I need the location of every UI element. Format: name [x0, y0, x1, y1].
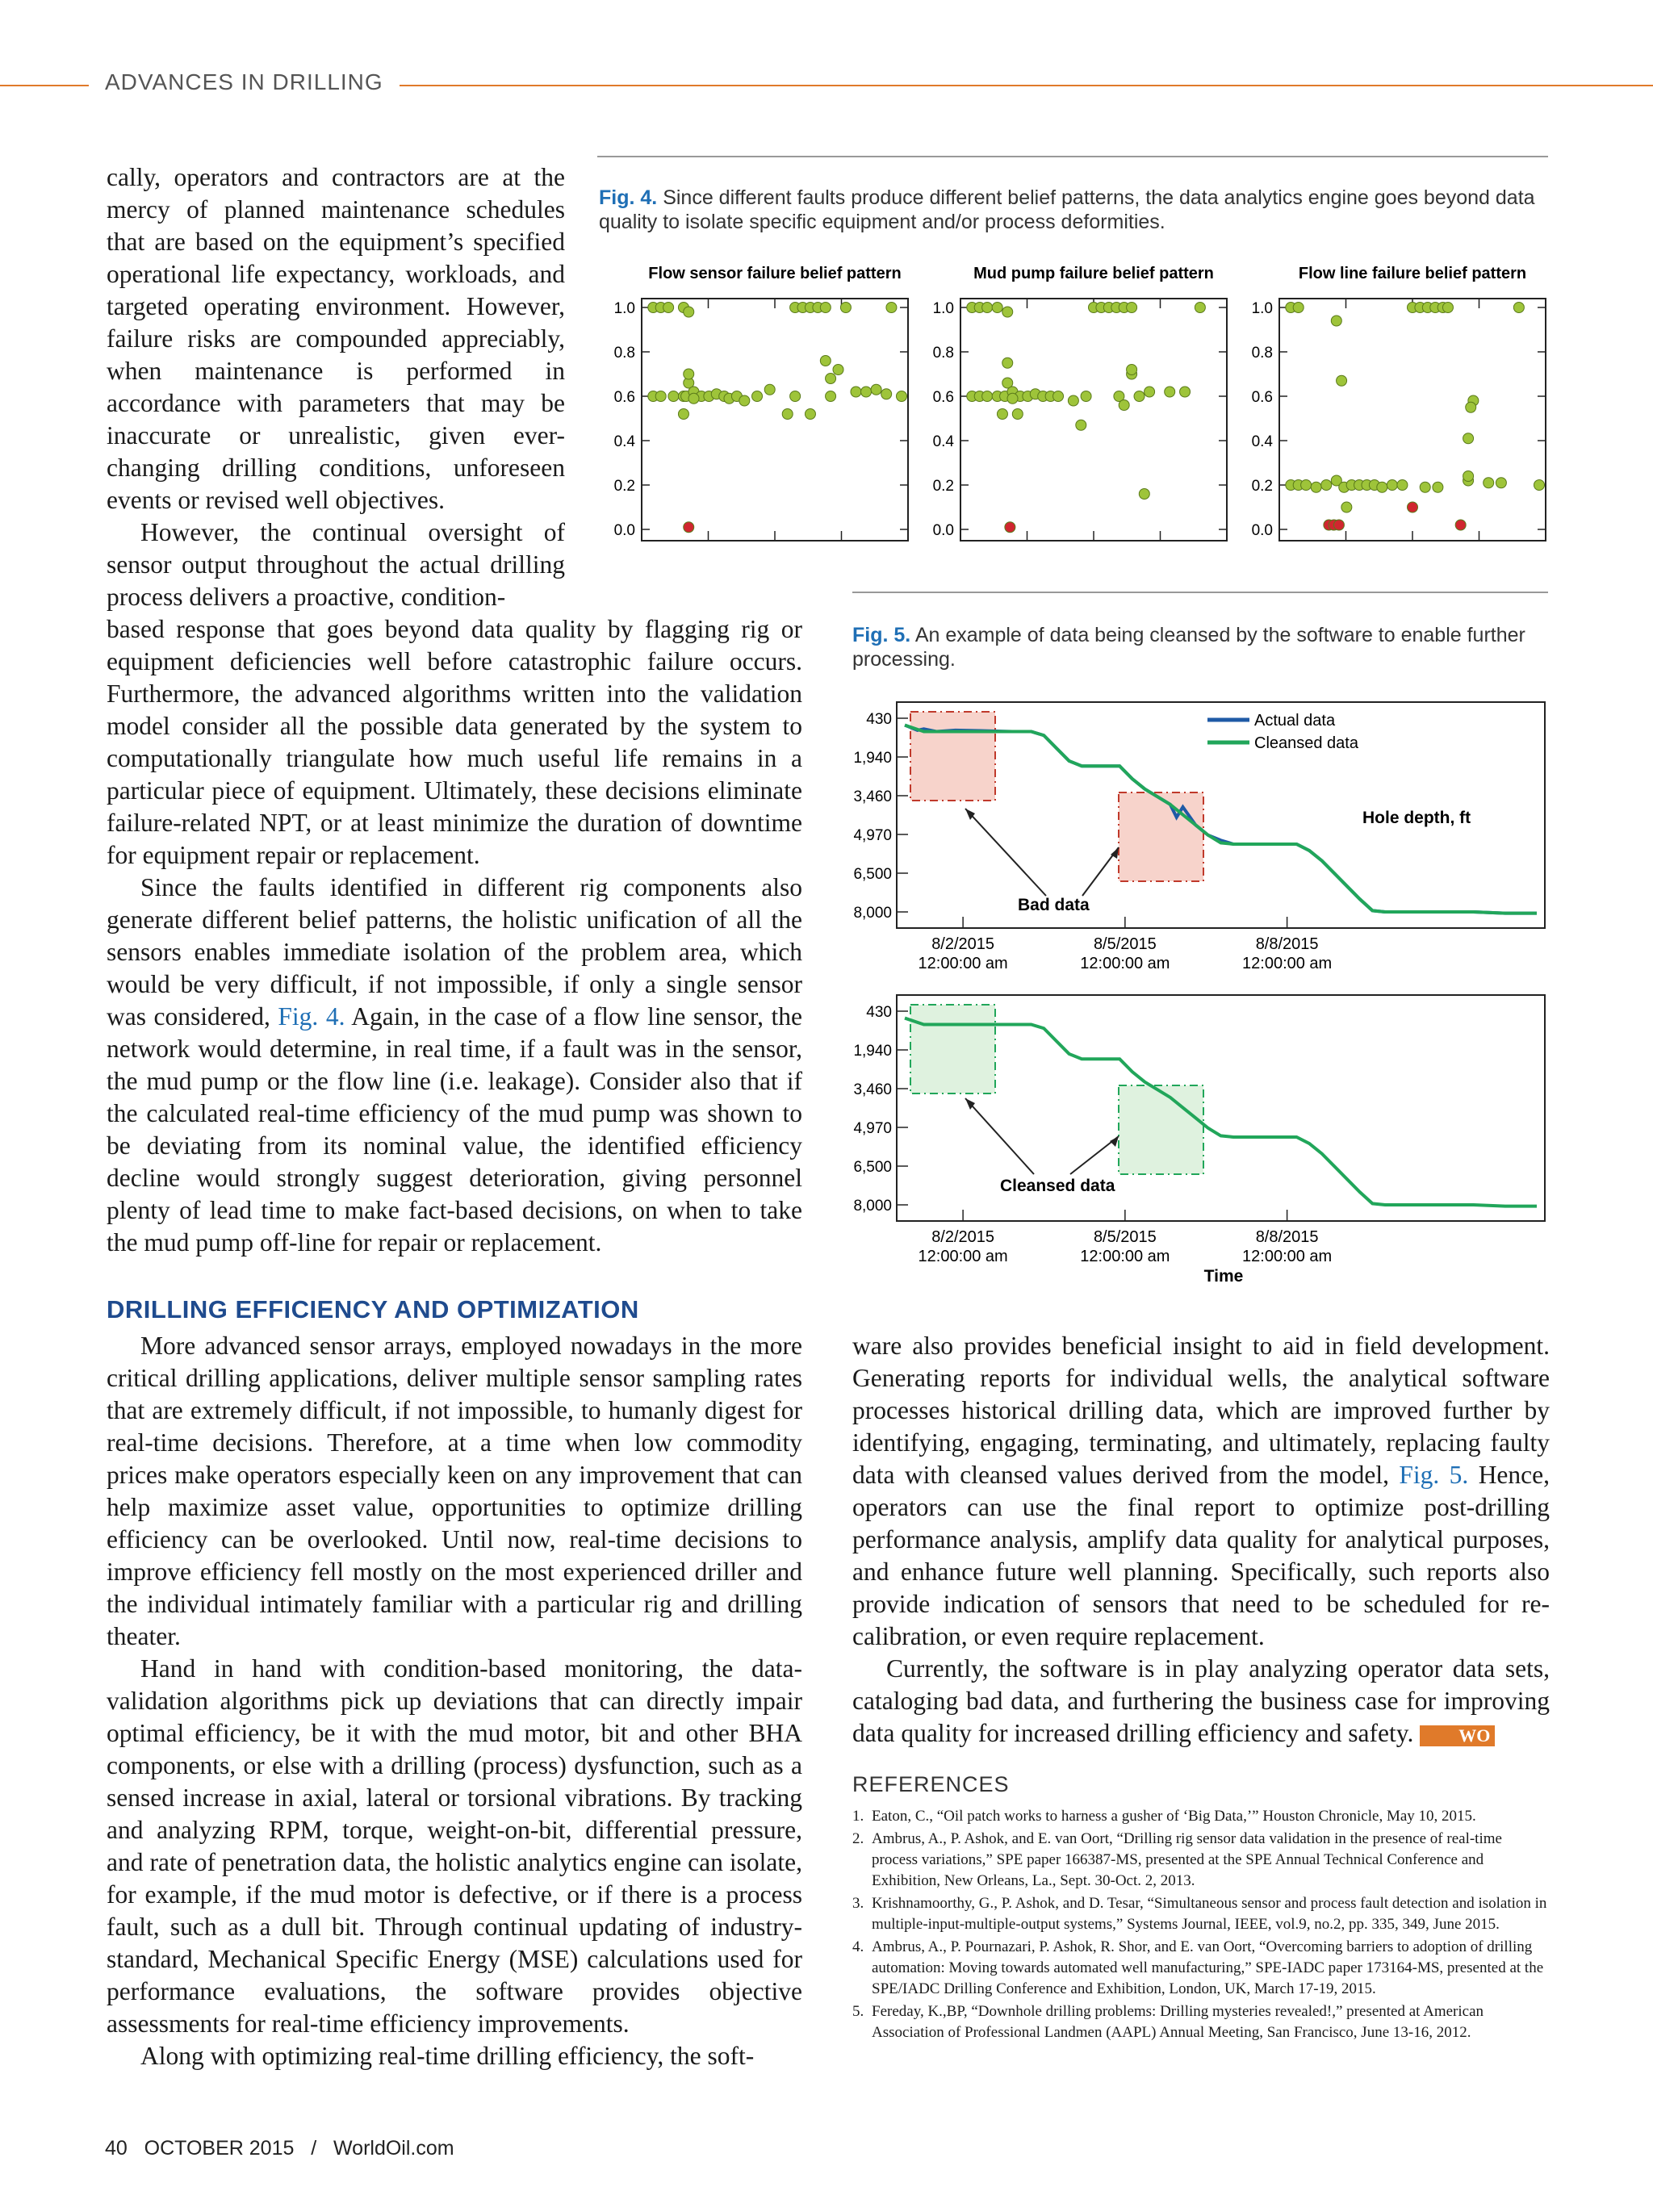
bad-data-box: [1119, 792, 1203, 881]
scatter-point-normal: [1433, 482, 1443, 492]
scatter-point-normal: [790, 391, 801, 402]
y-tick-label: 0.2: [613, 478, 635, 495]
scatter-point-normal: [1145, 387, 1155, 397]
scatter-point-normal: [820, 303, 831, 313]
paragraph: [852, 1653, 1550, 1750]
bad-data-box: [910, 712, 995, 801]
reference-text: Ambrus, A., P. Ashok, and E. van Oort, “Drilling rig sensor data validation in the presence of real-time process variations,” SPE paper 166387-MS, presented at the SPE Annual Technical Conference and Exhibition, New Orleans, La., Sept. 30-Oct. 2, 2013.: [872, 1830, 1502, 1889]
y-tick-label: 1.0: [932, 300, 954, 317]
scatter-point-normal: [1377, 482, 1387, 492]
paragraph-text: Since the faults identified in different rig components also generate different belief patterns, the holistic unification of all the sensors enables immediate isolation of the problem area, which would be very difficult, if not impossible, if only a single sensor was considered,: [107, 873, 802, 1031]
reference-number: 3.: [852, 1895, 864, 1912]
scatter-point-normal: [764, 384, 775, 395]
scatter-point-normal: [1127, 303, 1137, 313]
cleansed-data-box: [1119, 1085, 1203, 1174]
scatter-point-normal: [897, 391, 907, 402]
paragraph: cally, operators and contractors are at the mercy of planned maintenance schedules that are based on the equipment’s specified operational life expectancy, workloads, and targeted operating environment. However, failure risks are compounded appreciably, when maintenance is performed in accordance with parameters that may be inaccurate or unrealistic, given ever-changing drilling conditions, unforeseen events or revised well objectives.: [107, 163, 565, 514]
y-tick-label: 0.2: [1251, 478, 1273, 495]
paragraph: [852, 1330, 1550, 1653]
scatter-point-normal: [871, 384, 881, 395]
scatter-point-normal: [684, 307, 694, 317]
section-heading: DRILLING EFFICIENCY AND OPTIMIZATION: [107, 1295, 639, 1323]
y-tick-label: 0.8: [613, 345, 635, 362]
y-tick-label: 3,460: [853, 788, 892, 805]
y-tick-label: 1,940: [853, 1043, 892, 1060]
scatter-point-normal: [688, 393, 699, 404]
scatter-panel-1: [614, 265, 908, 541]
scatter-point-normal: [1387, 480, 1397, 491]
cleansed-data-box: [910, 1005, 995, 1093]
y-tick-label: 0.2: [932, 478, 954, 495]
annotation-label: Bad data: [1018, 896, 1090, 914]
fig4-top-rule: [597, 156, 1548, 157]
scatter-point-normal: [684, 369, 694, 379]
fig5-caption-text: An example of data being cleansed by the software to enable further processing.: [852, 624, 1525, 671]
line-chart-2: [853, 995, 1545, 1286]
scatter-point-normal: [1053, 391, 1064, 402]
legend-label-cleansed: Cleansed data: [1254, 734, 1358, 752]
y-tick-label: 3,460: [853, 1081, 892, 1098]
line-chart-1: [853, 702, 1545, 972]
y-tick-label: 0.0: [613, 522, 635, 539]
fig5-caption: [852, 623, 1546, 671]
x-tick-label-date: 8/8/2015: [1255, 1228, 1319, 1246]
section-label: ADVANCES IN DRILLING: [105, 69, 383, 94]
chart-title: Flow sensor failure belief pattern: [648, 265, 902, 282]
scatter-point-fault: [1333, 520, 1344, 530]
left-column-bottom: [107, 1330, 802, 2072]
scatter-point-normal: [739, 395, 750, 406]
y-tick-label: 0.6: [1251, 389, 1273, 406]
scatter-point-normal: [1337, 375, 1347, 386]
y-tick-label: 0.6: [932, 389, 954, 406]
y-tick-label: 430: [866, 1004, 892, 1021]
scatter-point-normal: [1311, 482, 1321, 492]
scatter-point-normal: [663, 303, 674, 313]
plot-frame: [642, 299, 908, 541]
x-tick-label-time: 12:00:00 am: [1242, 1248, 1333, 1265]
scatter-point-normal: [886, 303, 897, 313]
reference-text: Eaton, C., “Oil patch works to harness a gusher of ‘Big Data,’” Houston Chronicle, May 10, 2015.: [872, 1808, 1476, 1825]
x-tick-label-time: 12:00:00 am: [1080, 1248, 1170, 1265]
scatter-point-normal: [1180, 387, 1191, 397]
scatter-point-normal: [851, 387, 861, 397]
scatter-point-normal: [992, 303, 1002, 313]
scatter-point-normal: [1496, 478, 1506, 488]
scatter-point-normal: [1321, 480, 1332, 491]
y-tick-label: 8,000: [853, 1198, 892, 1215]
scatter-point-normal: [840, 303, 851, 313]
annotation-arrow: [965, 1098, 1034, 1174]
site-link[interactable]: WorldOil.com: [333, 2137, 454, 2160]
reference-item: [852, 1829, 1550, 1892]
annotation-arrowhead: [1110, 1136, 1119, 1147]
scatter-point-normal: [881, 389, 892, 399]
scatter-point-normal: [1534, 480, 1545, 491]
y-tick-label: 8,000: [853, 905, 892, 922]
scatter-point-normal: [1139, 489, 1149, 500]
wo-end-mark: WO: [1420, 1725, 1495, 1746]
x-tick-label-date: 8/5/2015: [1093, 1228, 1157, 1246]
x-tick-label-time: 12:00:00 am: [918, 1248, 1008, 1265]
paragraph: Along with optimizing real-time drilling efficiency, the soft-: [140, 2042, 755, 2070]
scatter-point-normal: [782, 409, 793, 420]
y-tick-label: 0.4: [1251, 433, 1273, 450]
scatter-point-normal: [1134, 391, 1145, 402]
paragraph-text: Again, in the case of a flow line sensor, the network would determine, in real time, if a fault was in the sensor, the mud pump or the flow line (i.e. leakage). Consider also that if the calculated real-time efficiency of the mud pump was shown to be deviating from its nominal value, the identified efficiency decline would strongly suggest deterioration, giving personnel plenty of lead time to make fact-based decisions, on when to take the mud pump off-line for repair or replacement.: [107, 1002, 803, 1257]
scatter-point-normal: [1513, 303, 1524, 313]
paragraph: based response that goes beyond data quality by flagging rig or equipment deficiencies well before catastrophic failure occurs. Furthermore, the advanced algorithms written into the validation model consider all the possible data generated by the system to computationally triangulate how much useful life remains in a particular piece of equipment. Ultimately, these decisions eliminate failure-related NPT, or at least minimize the duration of downtime for equipment repair or replacement.: [107, 615, 802, 869]
x-axis-label: Time: [1203, 1267, 1244, 1286]
left-column-top: [107, 161, 565, 613]
fig4-bottom-rule: [852, 592, 1548, 593]
scatter-point-normal: [982, 391, 993, 402]
y-tick-label: 0.4: [613, 433, 635, 450]
reference-number: 4.: [852, 1938, 864, 1955]
scatter-point-normal: [678, 409, 688, 420]
scatter-point-normal: [1293, 303, 1304, 313]
scatter-point-normal: [982, 303, 993, 313]
scatter-point-normal: [1165, 387, 1175, 397]
header-rule-left: [0, 85, 89, 86]
chart-title: Mud pump failure belief pattern: [973, 265, 1214, 282]
fig4-caption: [599, 186, 1548, 234]
reference-number: 2.: [852, 1830, 864, 1847]
x-tick-label-date: 8/8/2015: [1255, 935, 1319, 953]
reference-text: Krishnamoorthy, G., P. Ashok, and D. Tesar, “Simultaneous sensor and process fault detection and isolation in multiple-input-multiple-output systems,” Systems Journal, IEEE, vol.9, no.2, pp. 335, 349, June 2015.: [872, 1895, 1547, 1933]
scatter-point-normal: [826, 391, 836, 402]
fig4-label: Fig. 4.: [599, 186, 658, 209]
scatter-point-normal: [668, 391, 679, 402]
scatter-point-fault: [1455, 520, 1466, 530]
paragraph: However, the continual oversight of sensor output throughout the actual drilling process delivers a proactive, condition-: [107, 518, 565, 611]
scatter-point-normal: [1127, 365, 1137, 375]
scatter-point-normal: [826, 374, 836, 384]
fig4-charts: [593, 254, 1550, 561]
scatter-point-normal: [1466, 402, 1476, 412]
reference-text: Ambrus, A., P. Pournazari, P. Ashok, R. Shor, and E. van Oort, “Overcoming barriers to adoption of drilling automation: Moving towards automated well manufacturing,” SPE-IADC paper 173164-MS, presented at the SPE/IADC Drilling Conference and Exhibition, London, UK, March 17-19, 2015.: [872, 1938, 1544, 1997]
y-tick-label: 0.8: [1251, 345, 1273, 362]
references-title: REFERENCES: [852, 1772, 1010, 1796]
scatter-point-normal: [1301, 480, 1312, 491]
reference-number: 1.: [852, 1808, 864, 1825]
y-tick-label: 0.0: [1251, 522, 1273, 539]
y-tick-label: 0.0: [932, 522, 954, 539]
scatter-point-normal: [1002, 307, 1013, 317]
scatter-point-fault: [1005, 522, 1015, 533]
paragraph: [107, 872, 802, 1259]
scatter-point-normal: [1002, 358, 1013, 368]
y-tick-label: 430: [866, 711, 892, 728]
y-tick-label: 0.6: [613, 389, 635, 406]
scatter-point-normal: [1420, 482, 1430, 492]
reference-item: [852, 1937, 1550, 2000]
references-list: [852, 1806, 1550, 2045]
scatter-point-normal: [1484, 478, 1494, 488]
y-tick-label: 1.0: [1251, 300, 1273, 317]
y-axis-label: Hole depth, ft: [1362, 809, 1471, 827]
reference-item: [852, 2001, 1550, 2043]
scatter-point-normal: [1463, 471, 1474, 482]
scatter-point-normal: [1076, 420, 1086, 430]
paragraph-text: Currently, the software is in play analyzing operator data sets, cataloging bad data, and furthering the business case for improving data quality for increased drilling efficiency and safety.: [852, 1654, 1550, 1747]
y-tick-label: 1,940: [853, 750, 892, 767]
scatter-point-fault: [684, 522, 694, 533]
scatter-point-normal: [1119, 400, 1129, 411]
scatter-point-normal: [833, 365, 843, 375]
page-footer: [105, 2137, 454, 2160]
scatter-point-normal: [655, 391, 666, 402]
paragraph-text: Hence, operators can use the final report to optimize post-drilling performance analysis, amplify data quality for analytical purposes, and enhance future well planning. Specifically, such reports also provide indication of sensors that need to be scheduled for re-calibration, or even require replacement.: [852, 1461, 1550, 1650]
scatter-point-normal: [1331, 316, 1341, 326]
plot-frame: [960, 299, 1227, 541]
chart-title: Flow line failure belief pattern: [1298, 265, 1527, 282]
reference-text: Fereday, K.,BP, “Downhole drilling problems: Drilling mysteries revealed!,” presented at American Association of Professional Landmen (AAPL) Annual Meeting, San Francisco, June 13-16, 2012.: [872, 2003, 1484, 2041]
y-tick-label: 1.0: [613, 300, 635, 317]
scatter-point-normal: [1012, 409, 1023, 420]
reference-item: [852, 1806, 1550, 1827]
fig4-link[interactable]: Fig. 4.: [278, 1002, 345, 1031]
issue-date: OCTOBER 2015: [144, 2137, 295, 2160]
y-tick-label: 0.4: [932, 433, 954, 450]
y-tick-label: 6,500: [853, 1159, 892, 1176]
scatter-point-normal: [820, 356, 831, 366]
fig5-link[interactable]: Fig. 5.: [1399, 1461, 1469, 1489]
x-tick-label-time: 12:00:00 am: [1242, 955, 1333, 972]
left-column-mid: [107, 613, 802, 1259]
y-tick-label: 0.8: [932, 345, 954, 362]
x-tick-label-date: 8/2/2015: [931, 935, 995, 953]
scatter-point-normal: [805, 409, 815, 420]
scatter-point-normal: [997, 409, 1007, 420]
x-tick-label-date: 8/5/2015: [1093, 935, 1157, 953]
scatter-point-fault: [1408, 502, 1418, 512]
header-rule-right: [400, 85, 1653, 86]
scatter-point-normal: [1007, 393, 1018, 404]
scatter-point-normal: [1068, 395, 1078, 406]
scatter-panel-3: [1252, 265, 1546, 541]
x-tick-label-time: 12:00:00 am: [918, 955, 1008, 972]
right-column: [852, 1330, 1550, 1750]
paragraph: More advanced sensor arrays, employed nowadays in the more critical drilling applications, deliver multiple sensor sampling rates that are extremely difficult, if not impossible, to humanly digest for real-time decisions. Therefore, at a time when low commodity prices make operators especially keen on any improvement that can help maximize asset value, opportunities to optimize drilling efficiency can be overlooked. Until now, real-time decisions to improve efficiency fell mostly on the most experienced driller and the individual intimately familiar with a particular rig and drilling theater.: [107, 1332, 802, 1650]
scatter-point-normal: [1195, 303, 1205, 313]
scatter-point-normal: [1081, 391, 1091, 402]
paragraph: Hand in hand with condition-based monitoring, the data-validation algorithms pick up deviations that can directly impair optimal efficiency, be it with the mud motor, bit and other BHA components, or else with a drilling (process) dysfunction, such as a sensed increase in axial, lateral or torsional vibrations. By tracking and analyzing RPM, torque, weight-on-bit, differential pressure, and rate of penetration data, the holistic analytics engine can isolate, for example, if the mud motor is defective, or if there is a process fault, such as a dull bit. Through continual updating of industry-standard, Mechanical Specific Energy (MSE) calculations used for performance evaluations, the software provides objective assessments for real-time efficiency improvements.: [107, 1654, 802, 2038]
y-tick-label: 4,970: [853, 827, 892, 844]
legend-label-actual: Actual data: [1254, 712, 1336, 730]
fig5-charts: [852, 690, 1550, 1299]
scatter-point-normal: [1442, 303, 1453, 313]
annotation-label: Cleansed data: [1000, 1177, 1115, 1195]
page-number: 40: [105, 2137, 128, 2160]
x-tick-label-time: 12:00:00 am: [1080, 955, 1170, 972]
footer-separator: /: [311, 2137, 317, 2160]
scatter-panel-2: [933, 265, 1227, 541]
paragraph-text: ware also provides beneficial insight to aid in field development. Generating reports for individual wells, the analytical software processes historical drilling data, which are improved further by identifying, engaging, terminating, and ultimately, replacing faulty data with cleansed values derived from the model,: [852, 1332, 1550, 1489]
y-tick-label: 6,500: [853, 866, 892, 883]
reference-item: [852, 1893, 1550, 1935]
scatter-point-normal: [861, 387, 872, 397]
y-tick-label: 4,970: [853, 1120, 892, 1137]
scatter-point-normal: [752, 391, 763, 402]
reference-number: 5.: [852, 2003, 864, 2020]
fig4-caption-text: Since different faults produce different belief patterns, the data analytics engine goes beyond data quality to isolate specific equipment and/or process deformities.: [599, 186, 1535, 233]
scatter-point-normal: [1397, 480, 1408, 491]
annotation-arrow: [965, 809, 1046, 896]
scatter-point-normal: [1463, 433, 1474, 444]
scatter-point-normal: [1341, 502, 1352, 512]
x-tick-label-date: 8/2/2015: [931, 1228, 995, 1246]
fig5-label: Fig. 5.: [852, 624, 911, 646]
